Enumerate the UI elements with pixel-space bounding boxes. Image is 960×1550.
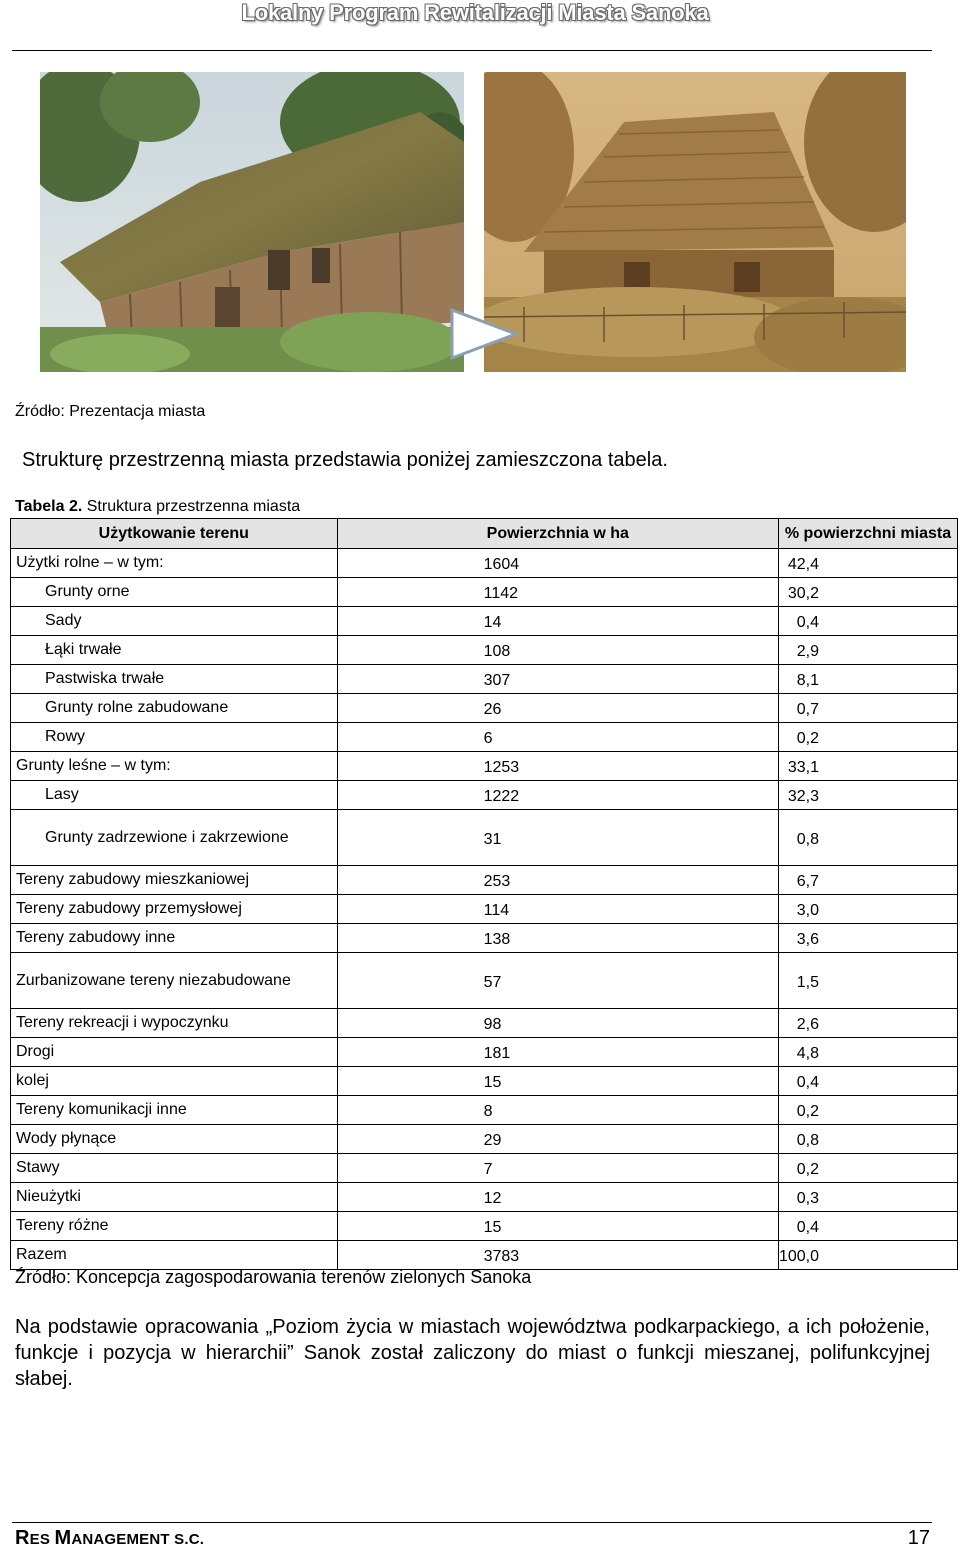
area-value: 15 <box>483 1074 502 1091</box>
table-row <box>11 578 958 607</box>
cell-land-use <box>11 1241 338 1270</box>
cell-land-use <box>11 752 338 781</box>
area-value: 114 <box>483 902 510 919</box>
cell-area <box>337 781 778 810</box>
cell-land-use <box>11 578 338 607</box>
percent-value: 0,8 <box>796 830 819 848</box>
table-row <box>11 1241 958 1270</box>
cell-percent <box>778 694 957 723</box>
table-row <box>11 953 958 1009</box>
cell-percent <box>778 895 957 924</box>
table-row <box>11 694 958 723</box>
cell-land-use <box>11 1183 338 1212</box>
percent-value: 0,4 <box>796 1219 819 1236</box>
table-row <box>11 549 958 578</box>
percent-value: 0,2 <box>796 1103 819 1120</box>
play-arrow-icon[interactable] <box>446 306 522 362</box>
percent-value: 2,9 <box>796 643 819 660</box>
table-row <box>11 1038 958 1067</box>
table-row <box>11 1009 958 1038</box>
area-value: 57 <box>483 973 502 991</box>
table-caption: Struktura przestrzenna miasta <box>82 498 301 515</box>
table-title <box>15 498 300 516</box>
header-title: Lokalny Program Rewitalizacji Miasta Sanoka <box>241 0 709 25</box>
table-row <box>11 665 958 694</box>
cell-land-use <box>11 781 338 810</box>
percent-value: 8,1 <box>796 672 819 689</box>
land-use-label: Użytki rolne – w tym: <box>16 554 164 571</box>
percent-value: 33,1 <box>787 759 819 776</box>
land-use-label: Grunty orne <box>45 583 130 600</box>
land-use-label: kolej <box>16 1072 49 1089</box>
cell-percent <box>778 752 957 781</box>
cell-land-use <box>11 1038 338 1067</box>
cell-land-use <box>11 953 338 1009</box>
page-number: 17 <box>907 1527 930 1549</box>
land-use-label: Sady <box>45 612 82 629</box>
land-use-label: Grunty leśne – w tym: <box>16 757 171 774</box>
cell-area <box>337 924 778 953</box>
intro-text: Strukturę przestrzenną miasta przedstawia poniżej zamieszczona tabela. <box>22 449 668 471</box>
cell-land-use <box>11 1096 338 1125</box>
percent-value: 0,2 <box>796 730 819 747</box>
cell-area <box>337 953 778 1009</box>
cell-percent <box>778 810 957 866</box>
cell-percent <box>778 1183 957 1212</box>
cell-area <box>337 549 778 578</box>
area-value: 15 <box>483 1219 502 1236</box>
table-row <box>11 1183 958 1212</box>
table-body <box>11 549 958 1270</box>
cell-land-use <box>11 1125 338 1154</box>
cell-area <box>337 1154 778 1183</box>
cell-percent <box>778 578 957 607</box>
land-use-label: Tereny różne <box>16 1217 109 1234</box>
table-row <box>11 1096 958 1125</box>
cell-land-use <box>11 1212 338 1241</box>
column-header-area: Powierzchnia w ha <box>337 519 778 549</box>
land-use-label: Tereny zabudowy inne <box>16 929 176 946</box>
percent-value: 42,4 <box>787 556 819 573</box>
cell-area <box>337 1038 778 1067</box>
land-use-label: Lasy <box>45 786 79 803</box>
area-value: 138 <box>483 931 511 948</box>
table-row <box>11 607 958 636</box>
cell-area <box>337 1125 778 1154</box>
land-use-label: Zurbanizowane tereny niezabudowane <box>16 971 291 989</box>
land-use-label: Nieużytki <box>16 1188 81 1205</box>
percent-value: 1,5 <box>796 973 819 991</box>
wooden-house-photo <box>40 72 464 372</box>
cell-area <box>337 1212 778 1241</box>
table-row <box>11 752 958 781</box>
table-label: Tabela 2. <box>15 498 83 515</box>
cell-area <box>337 752 778 781</box>
cell-area <box>337 810 778 866</box>
cell-area <box>337 694 778 723</box>
cell-land-use <box>11 1009 338 1038</box>
area-value: 29 <box>483 1132 502 1149</box>
cell-percent <box>778 723 957 752</box>
percent-value: 0,4 <box>796 614 819 631</box>
percent-value: 0,7 <box>796 701 819 718</box>
table-row <box>11 1212 958 1241</box>
table-source: Źródło: Koncepcja zagospodarowania terenów zielonych Sanoka <box>15 1267 532 1287</box>
cell-land-use <box>11 810 338 866</box>
land-use-label: Grunty zadrzewione i zakrzewione <box>45 828 289 846</box>
area-value: 12 <box>483 1190 502 1207</box>
land-use-label: Tereny zabudowy przemysłowej <box>16 900 242 917</box>
cell-land-use <box>11 924 338 953</box>
cell-percent <box>778 866 957 895</box>
cell-land-use <box>11 549 338 578</box>
land-use-label: Rowy <box>45 728 86 745</box>
cell-area <box>337 1096 778 1125</box>
area-value: 1253 <box>483 759 520 776</box>
cell-percent <box>778 636 957 665</box>
area-value: 1222 <box>483 788 520 805</box>
percent-value: 3,0 <box>796 902 819 919</box>
land-use-label: Tereny komunikacji inne <box>16 1101 187 1118</box>
percent-value: 0,4 <box>796 1074 819 1091</box>
percent-value: 6,7 <box>796 873 819 890</box>
percent-value: 4,8 <box>796 1045 819 1062</box>
cell-area <box>337 1241 778 1270</box>
cell-land-use <box>11 1067 338 1096</box>
land-use-label: Stawy <box>16 1159 60 1176</box>
percent-value: 0,2 <box>796 1161 819 1178</box>
table-row <box>11 924 958 953</box>
footer-company-anagement: ANAGEMENT S.C. <box>71 1531 205 1548</box>
cell-area <box>337 1183 778 1212</box>
cell-percent <box>778 953 957 1009</box>
cell-land-use <box>11 866 338 895</box>
cell-land-use <box>11 1154 338 1183</box>
table-row <box>11 636 958 665</box>
area-value: 98 <box>483 1016 502 1033</box>
cell-percent <box>778 549 957 578</box>
land-use-label: Razem <box>16 1246 67 1263</box>
cell-percent <box>778 781 957 810</box>
cell-land-use <box>11 665 338 694</box>
cell-area <box>337 1067 778 1096</box>
land-use-label: Tereny zabudowy mieszkaniowej <box>16 871 249 888</box>
area-value: 26 <box>483 701 502 718</box>
cell-area <box>337 895 778 924</box>
sepia-wooden-house-photo <box>484 72 906 372</box>
cell-percent <box>778 1125 957 1154</box>
cell-percent <box>778 1154 957 1183</box>
cell-area <box>337 723 778 752</box>
area-value: 3783 <box>483 1248 520 1265</box>
cell-land-use <box>11 636 338 665</box>
footer-company-es: ES <box>29 1531 55 1548</box>
cell-percent <box>778 1212 957 1241</box>
footer-company-r: R <box>15 1527 30 1549</box>
percent-value: 0,3 <box>796 1190 819 1207</box>
cell-percent <box>778 607 957 636</box>
cell-percent <box>778 1096 957 1125</box>
land-use-table <box>10 518 958 1270</box>
area-value: 253 <box>483 873 511 890</box>
area-value: 1604 <box>483 556 520 573</box>
percent-value: 3,6 <box>796 931 819 948</box>
table-row <box>11 895 958 924</box>
cell-area <box>337 607 778 636</box>
percent-value: 100,0 <box>778 1248 819 1265</box>
percent-value: 32,3 <box>787 788 819 805</box>
cell-area <box>337 665 778 694</box>
table-row <box>11 1067 958 1096</box>
cell-land-use <box>11 723 338 752</box>
land-use-label: Drogi <box>16 1043 55 1060</box>
percent-value: 0,8 <box>796 1132 819 1149</box>
table-row <box>11 866 958 895</box>
area-value: 1142 <box>483 585 519 602</box>
land-use-label: Tereny rekreacji i wypoczynku <box>16 1014 229 1031</box>
cell-land-use <box>11 607 338 636</box>
percent-value: 30,2 <box>787 585 819 602</box>
figure-caption: Źródło: Prezentacja miasta <box>15 403 206 420</box>
footer-company-m: M <box>54 1527 72 1549</box>
footer-company <box>15 1527 204 1550</box>
area-value: 31 <box>483 830 502 848</box>
land-use-label: Łąki trwałe <box>45 641 122 658</box>
cell-percent <box>778 1067 957 1096</box>
table-row <box>11 1154 958 1183</box>
table-row <box>11 781 958 810</box>
table-row <box>11 810 958 866</box>
area-value: 8 <box>483 1103 493 1120</box>
area-value: 14 <box>483 614 502 631</box>
table-row <box>11 1125 958 1154</box>
cell-area <box>337 578 778 607</box>
area-value: 181 <box>483 1045 511 1062</box>
area-value: 307 <box>483 672 511 689</box>
cell-percent <box>778 1009 957 1038</box>
cell-land-use <box>11 895 338 924</box>
header-divider <box>12 50 932 51</box>
area-value: 108 <box>483 643 511 660</box>
area-value: 7 <box>483 1161 493 1178</box>
percent-value: 2,6 <box>796 1016 819 1033</box>
cell-land-use <box>11 694 338 723</box>
column-header-land-use: Użytkowanie terenu <box>11 519 338 549</box>
footer-divider <box>12 1522 932 1523</box>
cell-area <box>337 1009 778 1038</box>
cell-percent <box>778 1038 957 1067</box>
cell-percent <box>778 924 957 953</box>
cell-percent <box>778 665 957 694</box>
land-use-label: Grunty rolne zabudowane <box>45 699 229 716</box>
cell-percent <box>778 1241 957 1270</box>
land-use-label: Pastwiska trwałe <box>45 670 165 687</box>
cell-area <box>337 636 778 665</box>
land-use-label: Wody płynące <box>16 1130 117 1147</box>
body-paragraph: Na podstawie opracowania „Poziom życia w miastach województwa podkarpackiego, a ich położenie, funkcje i pozycja w hierarchii” Sanok został zaliczony do miast o funkcji mieszanej, polifunkcyjnej słabej. <box>15 1316 930 1390</box>
table-row <box>11 723 958 752</box>
column-header-percent: % powierzchni miasta <box>778 519 957 549</box>
area-value: 6 <box>483 730 493 747</box>
cell-area <box>337 866 778 895</box>
